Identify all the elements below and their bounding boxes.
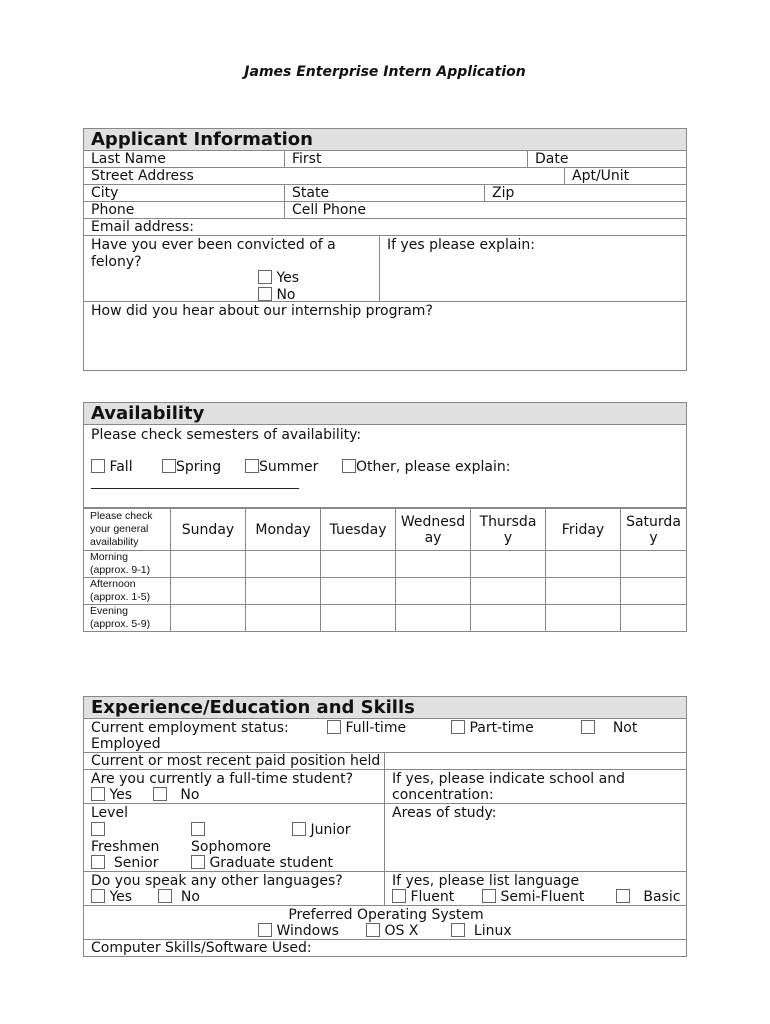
language-no-checkbox[interactable]: [158, 889, 172, 903]
areas-of-study-field[interactable]: Areas of study:: [384, 804, 686, 871]
languages-question: Do you speak any other languages? Yes No: [91, 873, 343, 905]
availability-grid: [84, 508, 686, 632]
grid-cell[interactable]: [396, 578, 471, 605]
first-name-field[interactable]: First: [284, 151, 527, 167]
school-field[interactable]: If yes, please indicate school and concentration:: [384, 770, 686, 803]
employment-row: Current employment status: Full-time Part-time Not Employed: [84, 719, 686, 753]
cell-phone-field[interactable]: Cell Phone: [284, 202, 686, 218]
student-yes-option[interactable]: Yes: [91, 787, 132, 803]
grid-cell[interactable]: [471, 578, 546, 605]
day-header-friday: Friday: [546, 509, 621, 551]
city-row: [84, 185, 686, 202]
street-address-field[interactable]: Street Address: [91, 168, 194, 184]
graduate-checkbox[interactable]: [191, 855, 205, 869]
student-no-checkbox[interactable]: [153, 787, 167, 801]
basic-option[interactable]: Basic: [616, 889, 680, 905]
day-header-saturday: Saturda y: [621, 509, 687, 551]
semi-fluent-checkbox[interactable]: [482, 889, 496, 903]
languages-row: [84, 872, 686, 906]
junior-checkbox[interactable]: [292, 822, 306, 836]
freshmen-checkbox[interactable]: [91, 822, 105, 838]
day-header-monday: Monday: [246, 509, 321, 551]
felony-explain-field[interactable]: If yes please explain:: [379, 236, 686, 301]
zip-field[interactable]: Zip: [484, 185, 686, 201]
parttime-option[interactable]: Part-time: [451, 720, 534, 736]
street-row: [84, 168, 686, 185]
software-field[interactable]: Computer Skills/Software Used:: [91, 940, 312, 956]
position-row: [84, 753, 686, 770]
fall-option[interactable]: Fall: [91, 459, 133, 475]
grid-cell[interactable]: [246, 578, 321, 605]
other-option[interactable]: Other, please explain:: [342, 459, 510, 475]
not-employed-checkbox[interactable]: [581, 720, 595, 734]
student-yes-checkbox[interactable]: [91, 787, 105, 801]
grid-cell[interactable]: [621, 551, 687, 578]
grid-cell[interactable]: [621, 605, 687, 632]
grid-cell[interactable]: [246, 605, 321, 632]
language-list-field[interactable]: If yes, please list language Fluent Semi-Fluent Basic: [384, 872, 686, 905]
summer-option[interactable]: Summer: [245, 459, 318, 475]
name-row: [84, 151, 686, 168]
state-field[interactable]: State: [284, 185, 484, 201]
experience-header: Experience/Education and Skills: [84, 697, 686, 719]
semi-fluent-option[interactable]: Semi-Fluent: [482, 889, 584, 905]
other-checkbox[interactable]: [342, 459, 356, 473]
time-row-morning: Morning (approx. 9-1): [84, 551, 686, 578]
windows-checkbox[interactable]: [258, 923, 272, 937]
semesters-row: Please check semesters of availability: Fall Spring Summer Other, please explain: ________________________________: [84, 425, 686, 508]
grid-cell[interactable]: [621, 578, 687, 605]
language-yes-option[interactable]: Yes: [91, 889, 132, 905]
felony-yes-checkbox[interactable]: [258, 270, 272, 284]
spring-checkbox[interactable]: [162, 459, 176, 473]
grid-cell[interactable]: [471, 605, 546, 632]
language-no-option[interactable]: No: [158, 889, 200, 905]
fluent-option[interactable]: Fluent: [392, 889, 454, 905]
os-row: Preferred Operating System Windows OS X Linux: [84, 906, 686, 940]
summer-checkbox[interactable]: [245, 459, 259, 473]
grid-cell[interactable]: [396, 605, 471, 632]
day-header-wednesday: Wednesd ay: [396, 509, 471, 551]
fulltime-option[interactable]: Full-time: [327, 720, 406, 736]
fulltime-checkbox[interactable]: [327, 720, 341, 734]
felony-row: [84, 236, 686, 302]
grid-cell[interactable]: [171, 605, 246, 632]
spring-option[interactable]: Spring: [162, 459, 221, 475]
last-name-field[interactable]: Last Name: [91, 151, 166, 167]
software-row: [84, 940, 686, 958]
date-field[interactable]: Date: [527, 151, 686, 167]
level-options: Level Junior Freshmen Sophomore Senior Graduate student: [91, 805, 351, 871]
position-field[interactable]: [384, 753, 686, 769]
page-title: James Enterprise Intern Application: [244, 64, 526, 80]
phone-field[interactable]: Phone: [91, 202, 135, 218]
fall-checkbox[interactable]: [91, 459, 105, 473]
time-row-afternoon: Afternoon (approx. 1-5): [84, 578, 686, 605]
basic-checkbox[interactable]: [616, 889, 630, 903]
senior-option[interactable]: Senior: [91, 855, 159, 871]
day-header-sunday: Sunday: [171, 509, 246, 551]
experience-section: [83, 696, 687, 957]
parttime-checkbox[interactable]: [451, 720, 465, 734]
grid-cell[interactable]: [321, 605, 396, 632]
sophomore-checkbox[interactable]: [191, 822, 205, 838]
email-row: [84, 219, 686, 236]
availability-header: Availability: [84, 403, 686, 425]
felony-no-checkbox[interactable]: [258, 287, 272, 301]
grid-cell[interactable]: [546, 605, 621, 632]
linux-checkbox[interactable]: [451, 923, 465, 937]
applicant-header: Applicant Information: [84, 129, 686, 151]
apt-unit-field[interactable]: Apt/Unit: [564, 168, 686, 184]
grid-cell[interactable]: [321, 578, 396, 605]
grid-cell[interactable]: [471, 551, 546, 578]
felony-no-option[interactable]: No: [258, 287, 296, 303]
grid-cell[interactable]: [171, 551, 246, 578]
hear-about-field[interactable]: How did you hear about our internship program?: [91, 303, 433, 319]
position-label: Current or most recent paid position held: [91, 753, 381, 769]
applicant-information-section: [83, 128, 687, 371]
windows-option[interactable]: Windows: [258, 923, 339, 939]
availability-section: [83, 402, 687, 632]
osx-checkbox[interactable]: [366, 923, 380, 937]
day-header-thursday: Thursda y: [471, 509, 546, 551]
phone-row: [84, 202, 686, 219]
day-header-tuesday: Tuesday: [321, 509, 396, 551]
junior-option[interactable]: Junior: [292, 822, 351, 838]
linux-option[interactable]: Linux: [451, 923, 512, 939]
grid-cell[interactable]: [246, 551, 321, 578]
language-yes-checkbox[interactable]: [91, 889, 105, 903]
senior-checkbox[interactable]: [91, 855, 105, 869]
osx-option[interactable]: OS X: [366, 923, 418, 939]
level-row: [84, 804, 686, 872]
not-employed-option[interactable]: Not: [581, 720, 637, 736]
grid-label: Please check your general availability: [84, 509, 171, 551]
email-field[interactable]: Email address:: [91, 219, 195, 235]
fluent-checkbox[interactable]: [392, 889, 406, 903]
grid-cell[interactable]: [321, 551, 396, 578]
grid-cell[interactable]: [546, 578, 621, 605]
graduate-option[interactable]: Graduate student: [191, 855, 333, 871]
other-explain-line[interactable]: ________________________________: [91, 475, 299, 490]
city-field[interactable]: City: [91, 185, 119, 201]
student-no-option[interactable]: No: [153, 787, 199, 803]
felony-yes-option[interactable]: Yes: [258, 270, 299, 286]
felony-question: Have you ever been convicted of a felony? Yes No: [91, 237, 336, 303]
grid-cell[interactable]: [546, 551, 621, 578]
hear-about-row: [84, 302, 686, 369]
student-row: [84, 770, 686, 804]
time-row-evening: Evening (approx. 5-9): [84, 605, 686, 632]
grid-cell[interactable]: [171, 578, 246, 605]
grid-cell[interactable]: [396, 551, 471, 578]
student-question: Are you currently a full-time student? Yes No: [91, 771, 354, 803]
